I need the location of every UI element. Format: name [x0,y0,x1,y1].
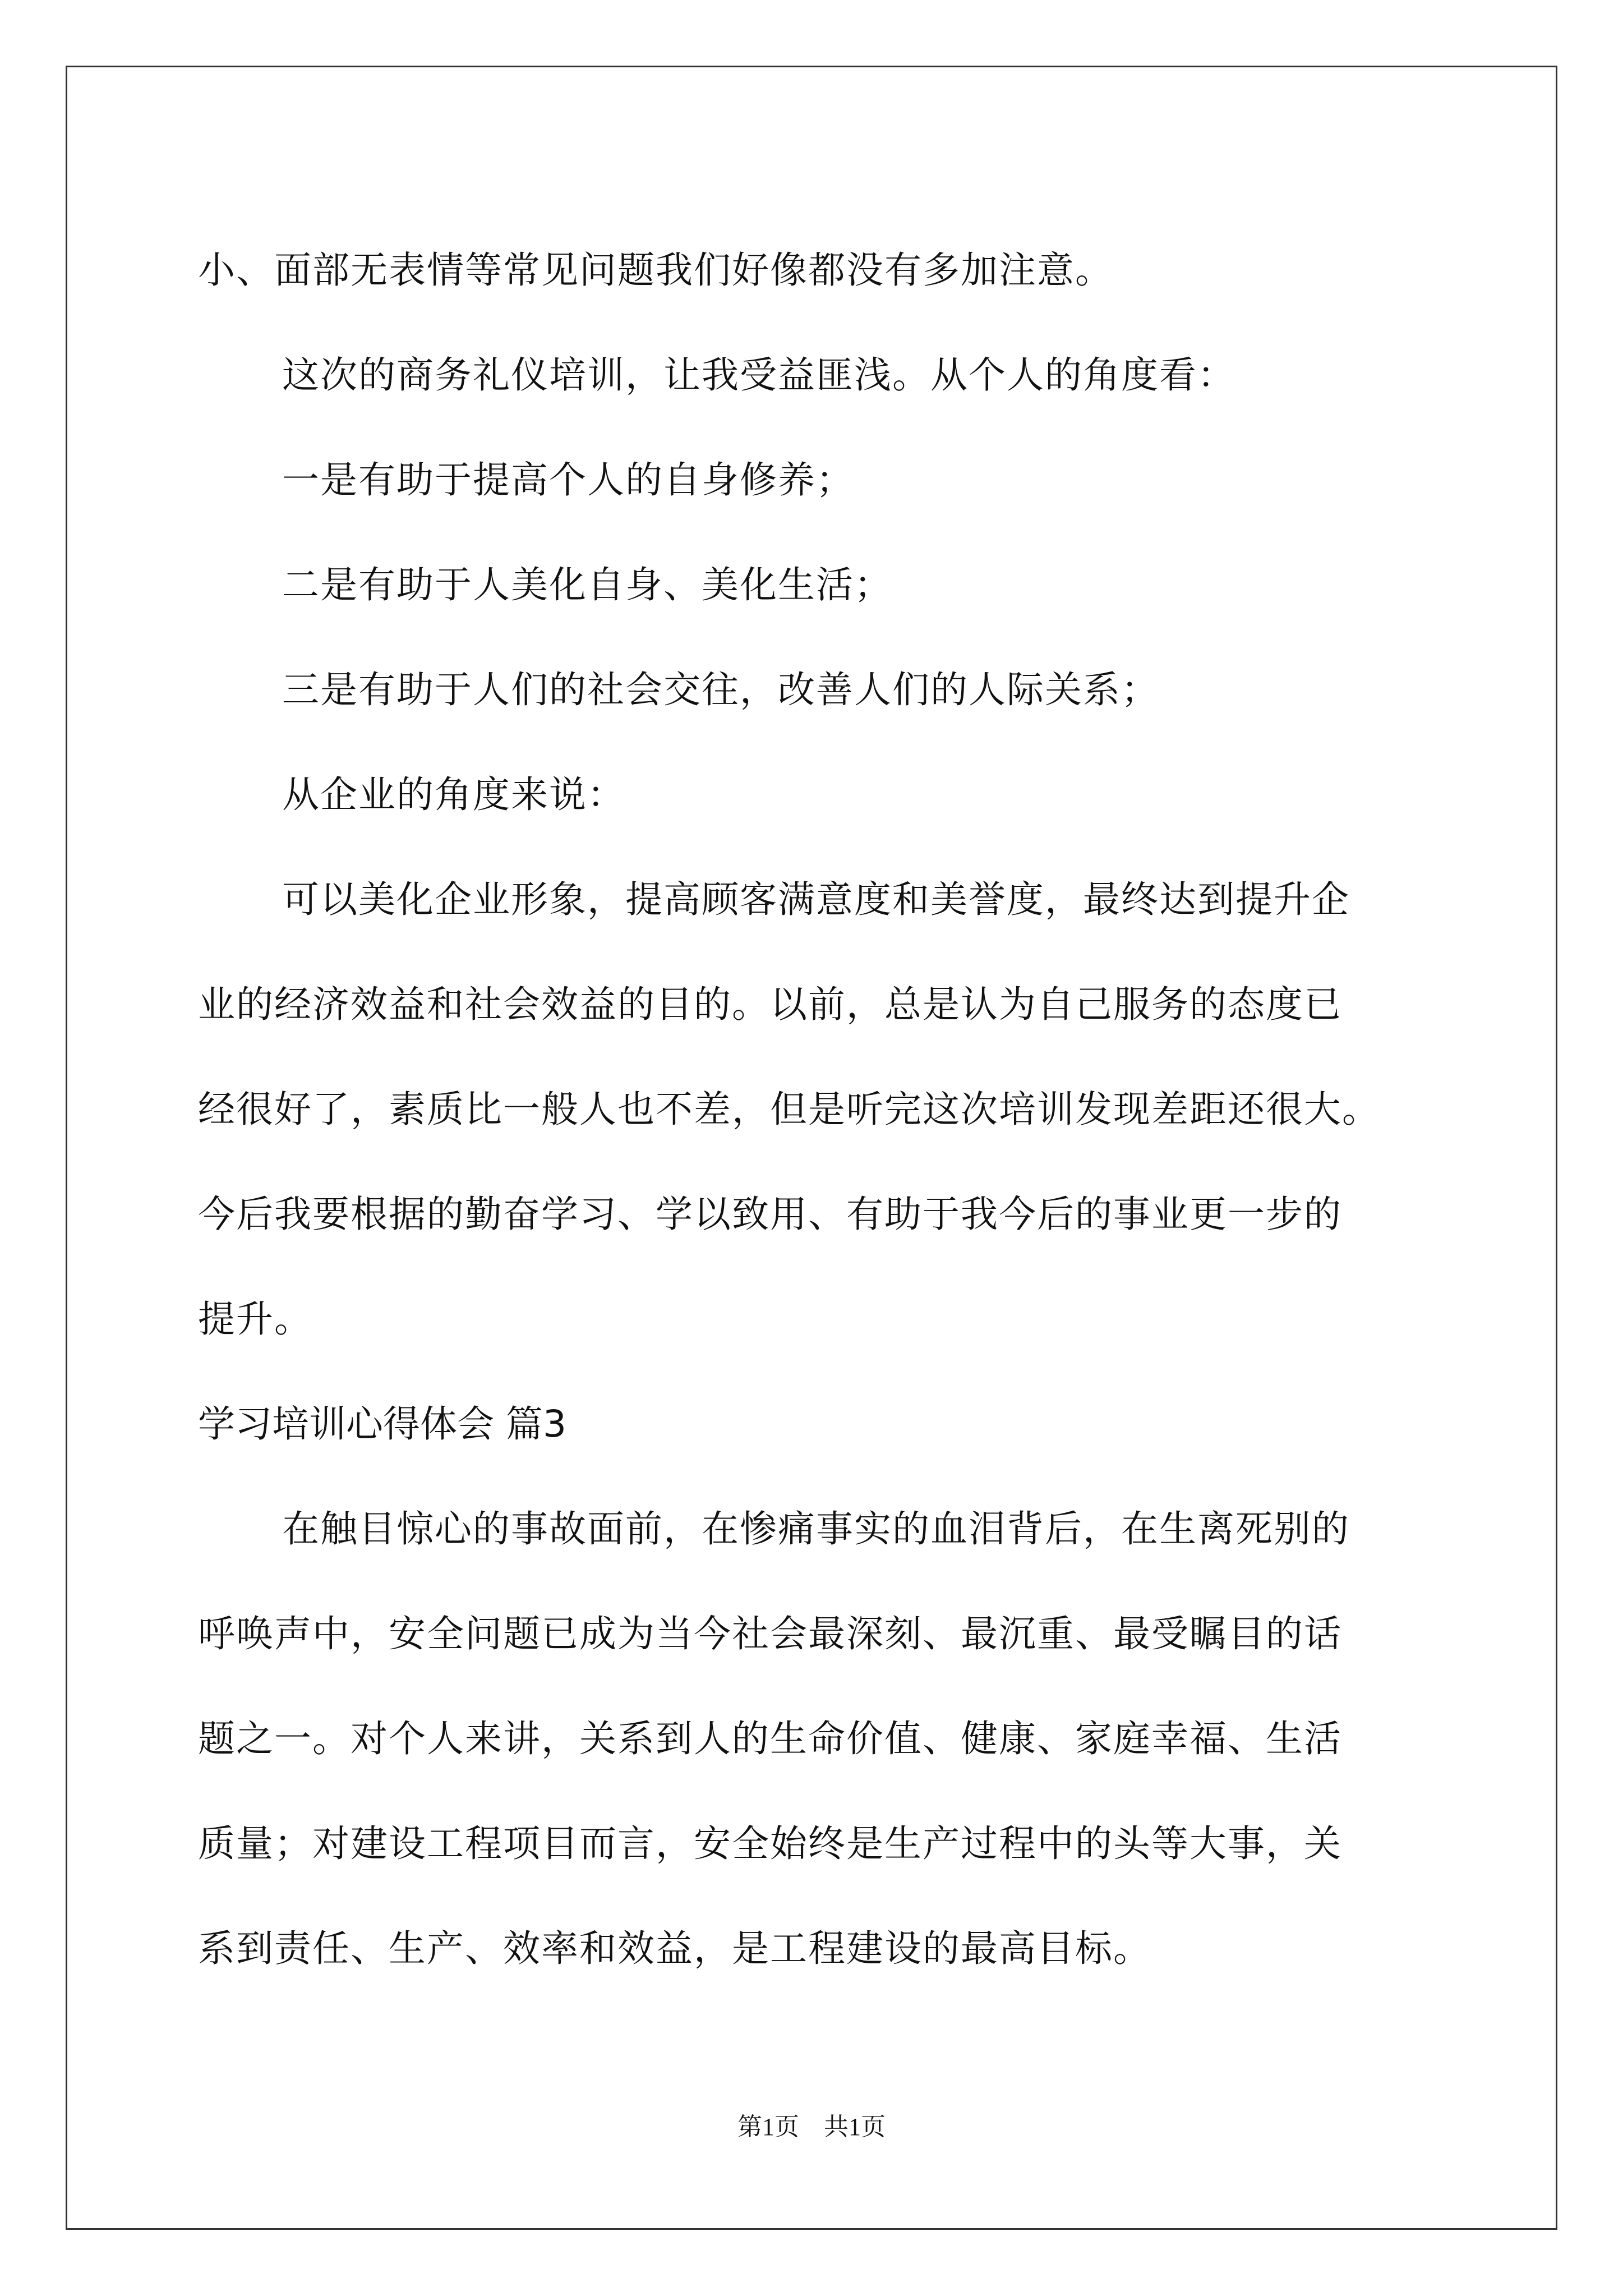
paragraph-line: 小、面部无表情等常见问题我们好像都没有多加注意。 [198,249,1113,292]
document-body [198,218,1460,2001]
paragraph-line: 题之一。对个人来讲，关系到人的生命价值、健康、家庭幸福、生活 [198,1717,1342,1760]
paragraph-line: 今后我要根据的勤奋学习、学以致用、有助于我今后的事业更一步的 [198,1193,1342,1236]
paragraph-line: 呼唤声中，安全问题已成为当今社会最深刻、最沉重、最受瞩目的话 [198,1612,1342,1655]
page-footer: 第1页 共1页 [737,2113,886,2141]
paragraph-line: 二是有助于人美化自身、美化生活； [282,563,892,606]
paragraph-line: 在触目惊心的事故面前，在惨痛事实的血泪背后，在生离死别的 [282,1507,1350,1550]
paragraph-line: 三是有助于人们的社会交往，改善人们的人际关系； [282,668,1159,711]
paragraph-line: 经很好了，素质比一般人也不差，但是听完这次培训发现差距还很大。 [198,1088,1380,1131]
paragraph-line: 系到责任、生产、效率和效益，是工程建设的最高目标。 [198,1927,1151,1970]
paragraph-line: 从企业的角度来说： [282,773,625,816]
paragraph-line: 质量；对建设工程项目而言，安全始终是生产过程中的头等大事，关 [198,1822,1342,1865]
paragraph-line: 这次的商务礼仪培训，让我受益匪浅。从个人的角度看： [282,353,1235,397]
paragraph-line: 可以美化企业形象，提高顾客满意度和美誉度，最终达到提升企 [282,878,1350,921]
paragraph-line: 业的经济效益和社会效益的目的。以前，总是认为自己服务的态度已 [198,983,1342,1026]
paragraph-line: 提升。 [198,1297,312,1341]
paragraph-line: 一是有助于提高个人的自身修养； [282,458,854,501]
section-heading: 学习培训心得体会 篇3 [198,1402,566,1446]
